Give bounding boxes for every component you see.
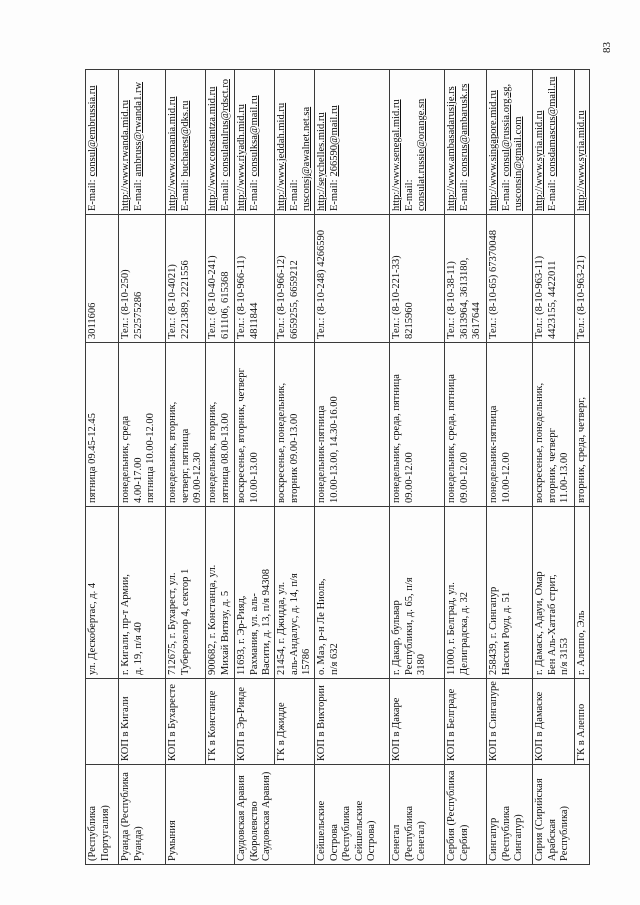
table-row: [206, 70, 235, 865]
address-cell: [166, 507, 206, 679]
contact-line: [87, 73, 100, 211]
office-cell: [119, 679, 166, 765]
email-label: E-mail:: [132, 179, 144, 211]
address-line: ул. Дескобертас, д. 4: [87, 582, 98, 675]
hours-line: 09.00-12.00: [458, 452, 470, 503]
phone-line: Тел.: (8-10-221-33): [391, 255, 402, 339]
email-link: ambruss@rwanda1.rw: [132, 81, 144, 177]
address-line: 712675, г. Бухарест, ул.: [167, 572, 178, 675]
website-link: http://www.jeddah.mid.ru: [276, 102, 287, 211]
country-line: Сербия): [458, 824, 470, 861]
phone-line: 3617644: [471, 302, 482, 339]
address-line: 11000, г. Белград, ул.: [446, 582, 457, 675]
phone-line: Тел.: (8-10-65) 67370048: [488, 230, 499, 339]
email-link: consrus@ambarusk.rs: [458, 83, 470, 177]
office-line: КОП в Виктории: [316, 685, 327, 761]
hours-line: понедельник, среда, пятница: [391, 374, 402, 503]
email-link: consul@russia.org.sg: [500, 86, 512, 177]
contact-line: [120, 73, 133, 211]
email-label: E-mail:: [546, 179, 558, 211]
hours-line: 11.00-13.00: [559, 452, 570, 503]
country-line: Румыния: [167, 820, 178, 861]
table-row: [166, 70, 206, 865]
phone-line: 252575286: [132, 291, 144, 339]
phone-line: 3011606: [87, 302, 98, 339]
phone-cell: [487, 215, 533, 343]
website-link: http://www.ambasadarusije.rs: [446, 86, 457, 211]
contact-line: [391, 73, 404, 211]
country-line: (Республика: [500, 805, 512, 861]
website-link: http://www.constantza.mid.ru: [207, 86, 218, 211]
address-cell: [575, 507, 590, 679]
hours-line: 4.00-17.00: [132, 457, 144, 503]
website-link: http://www.syria.mid.ru: [534, 110, 545, 211]
contact-line: [167, 73, 180, 211]
table-row: [275, 70, 315, 865]
hours-cell: [275, 343, 315, 507]
email-label: E-mail:: [248, 179, 260, 211]
country-cell: [390, 765, 445, 865]
contacts-cell: [390, 70, 445, 215]
country-line: Руанда): [132, 826, 144, 861]
consular-offices-table-wrapper: [85, 70, 590, 865]
hours-line: воскресенье, вторник, четверг: [236, 368, 247, 503]
contact-line: [180, 73, 193, 211]
address-cell: [390, 507, 445, 679]
email-label: E-mail:: [328, 179, 340, 211]
phone-line: 611106, 615368: [219, 271, 231, 339]
country-line: Португалия): [99, 805, 111, 861]
office-line: КОП в Сингапуре: [488, 681, 499, 761]
contacts-cell: [86, 70, 119, 215]
contact-line: [459, 73, 472, 211]
email-link: bucharest@dks.ru: [179, 100, 191, 177]
country-cell: [445, 765, 487, 865]
office-line: КОП в Эр-Рияде: [236, 686, 247, 761]
phone-line: Тел.: (8-10-963-21): [576, 255, 587, 339]
email-label: E-mail:: [179, 179, 191, 211]
hours-cell: [390, 343, 445, 507]
address-line: Васити, д. 13, п/я 94308: [261, 569, 272, 675]
hours-line: вторник, четверг: [546, 428, 558, 503]
website-link: http://www.syria.mid.ru: [576, 110, 587, 211]
table-row: [119, 70, 166, 865]
address-line: 258439, г. Сингапур: [488, 586, 499, 675]
country-cell: [487, 765, 533, 865]
office-cell: [390, 679, 445, 765]
contact-line: [207, 73, 220, 211]
address-line: г. Дамаск, Адауи, Омар: [534, 571, 545, 675]
contacts-cell: [166, 70, 206, 215]
phone-line: Тел.: (8-10-248) 4266590: [316, 230, 327, 339]
office-cell: [86, 679, 119, 765]
email-link: consulatulrus@rdsct.ro: [219, 79, 231, 177]
email-label: E-mail:: [500, 179, 512, 211]
contacts-cell: [119, 70, 166, 215]
phone-cell: [575, 215, 590, 343]
contacts-cell: [315, 70, 390, 215]
address-line: 21454, г. Джидда, ул.: [276, 581, 287, 675]
phone-line: 8215960: [403, 302, 415, 339]
office-line: ГК в Джидде: [276, 702, 287, 761]
hours-line: 10.00-13.00, 14.30-16.00: [328, 396, 340, 503]
office-line: КОП в Дакаре: [391, 697, 402, 761]
contacts-cell: [445, 70, 487, 215]
phone-line: 4811844: [248, 302, 260, 339]
table-row: [235, 70, 275, 865]
website-link: http://www.rwanda.mid.ru: [120, 99, 131, 211]
phone-cell: [275, 215, 315, 343]
phone-line: 3613964, 3613180,: [458, 257, 470, 339]
hours-line: пятница 09.45-12.45: [87, 413, 98, 503]
country-cell: [235, 765, 315, 865]
hours-line: воскресенье, понедельник,: [276, 382, 287, 503]
contact-line: [547, 73, 560, 211]
consular-offices-table: [85, 69, 590, 865]
address-line: 3180: [416, 654, 427, 675]
office-line: КОП в Белграде: [446, 688, 457, 761]
country-line: Сейшельские: [316, 800, 327, 861]
hours-cell: [206, 343, 235, 507]
phone-cell: [445, 215, 487, 343]
address-cell: [235, 507, 275, 679]
contacts-cell: [487, 70, 533, 215]
table-row: [315, 70, 390, 865]
office-line: КОП в Бухаресте: [167, 684, 178, 761]
address-line: Делиградска, д. 32: [458, 592, 470, 675]
office-cell: [206, 679, 235, 765]
hours-cell: [119, 343, 166, 507]
country-line: Сенегал): [416, 821, 427, 861]
phone-cell: [533, 215, 575, 343]
country-cell: [533, 765, 590, 865]
hours-line: понедельник, вторник,: [167, 401, 178, 503]
hours-cell: [533, 343, 575, 507]
hours-line: 10.00-12.00: [500, 452, 512, 503]
hours-line: понедельник, среда, пятница: [446, 374, 457, 503]
phone-cell: [206, 215, 235, 343]
office-line: КОП в Дамаске: [534, 691, 545, 761]
phone-line: Тел.: (8-10-966-12): [276, 255, 287, 339]
hours-cell: [445, 343, 487, 507]
contacts-cell: [575, 70, 590, 215]
country-line: Республика): [559, 805, 570, 861]
country-cell: [315, 765, 390, 865]
phone-cell: [166, 215, 206, 343]
country-line: Сирия (Сирийская: [534, 778, 545, 861]
country-line: Саудовская Аравия): [261, 771, 272, 861]
contact-line: [316, 73, 329, 211]
email-label: E-mail:: [87, 179, 98, 211]
office-cell: [575, 679, 590, 765]
country-line: Сингапур): [513, 814, 524, 861]
phone-cell: [390, 215, 445, 343]
hours-line: пятница 10.00-12.00: [145, 413, 156, 503]
hours-line: понедельник, среда: [120, 415, 131, 503]
address-line: 15786: [301, 648, 312, 675]
address-line: п/я 632: [328, 643, 340, 675]
contact-line: [513, 73, 526, 211]
address-cell: [206, 507, 235, 679]
phone-line: Тел.: (8-10-38-11): [446, 261, 457, 339]
address-line: Республики, д. 65, п/я: [403, 577, 415, 675]
hours-line: 10.00-13.00: [248, 452, 260, 503]
contacts-cell: [533, 70, 575, 215]
office-line: КОП в Кигали: [120, 696, 131, 761]
office-line: ГК в Алеппо: [576, 703, 587, 761]
phone-cell: [315, 215, 390, 343]
phone-line: Тел.: (8-10-250): [120, 269, 131, 339]
office-cell: [445, 679, 487, 765]
website-link: http://www.singapore.mid.ru: [488, 90, 499, 211]
contacts-cell: [235, 70, 275, 215]
contact-line: [404, 73, 417, 211]
email-link: consulat.russie@orange.sn: [416, 98, 427, 211]
phone-line: 2221389, 2221556: [179, 260, 191, 339]
email-link: consul@embrussia.ru: [87, 85, 98, 177]
website-link: http://www.senegal.mid.ru: [391, 99, 402, 211]
contact-line: [301, 73, 314, 211]
address-line: д. 19, п/я 40: [132, 622, 144, 675]
address-line: Рахмания, ул. аль-: [248, 593, 260, 675]
country-line: (Республика: [341, 805, 352, 861]
hours-line: вторник 09.00-13.00: [288, 413, 300, 503]
hours-line: вторник, среда, четверг,: [576, 396, 587, 503]
hours-cell: [575, 343, 590, 507]
hours-line: 09.00-12.30: [192, 452, 203, 503]
country-line: (Республика: [403, 805, 415, 861]
contact-line: [416, 73, 429, 211]
hours-cell: [86, 343, 119, 507]
country-line: (Республика: [87, 805, 98, 861]
office-cell: [275, 679, 315, 765]
contact-line: [220, 73, 233, 211]
phone-cell: [235, 215, 275, 343]
office-cell: [533, 679, 575, 765]
phone-cell: [86, 215, 119, 343]
country-line: Острова: [328, 824, 340, 861]
contacts-cell: [275, 70, 315, 215]
phone-line: Тел.: (8-10-40-241): [207, 255, 218, 339]
address-line: г. Кигали, пр-т Армии,: [120, 574, 131, 675]
address-line: о. Маэ, р-н Ле Ниоль,: [316, 578, 327, 675]
contact-line: [133, 73, 146, 211]
website-link: http://seychelles.mid.ru: [316, 112, 327, 211]
email-label: E-mail:: [288, 179, 300, 211]
phone-line: Тел.: (8-10-963-11): [534, 255, 545, 339]
website-link: http://www.romania.mid.ru: [167, 96, 178, 211]
country-line: Арабская: [546, 819, 558, 861]
address-line: г. Алеппо, Эль: [576, 610, 587, 675]
country-line: (Королевство: [248, 801, 260, 861]
office-cell: [166, 679, 206, 765]
hours-cell: [487, 343, 533, 507]
address-cell: [445, 507, 487, 679]
address-line: 11693, г. Эр-Рияд,: [236, 595, 247, 675]
email-link: rusconsj@awalnet.net.sa: [301, 106, 312, 211]
contact-line: [289, 73, 302, 211]
address-cell: [86, 507, 119, 679]
country-cell: [86, 765, 119, 865]
country-cell: [166, 765, 235, 865]
address-line: п/я 3153: [559, 638, 570, 675]
email-label: E-mail:: [219, 179, 231, 211]
page-number: 83: [601, 42, 613, 53]
email-link: 266590@mail.ru: [328, 105, 340, 177]
table-body: [86, 70, 590, 865]
email-link: consdamascus@mail.ru: [546, 76, 558, 177]
hours-cell: [315, 343, 390, 507]
hours-line: 09.00-12.00: [403, 452, 415, 503]
contact-line: [236, 73, 249, 211]
phone-line: 6659255, 6659212: [288, 260, 300, 339]
phone-line: Тел.: (8-10-4021): [167, 264, 178, 339]
address-line: Михай Витязу, д. 5: [219, 590, 231, 675]
address-cell: [315, 507, 390, 679]
hours-line: воскресенье, понедельник,: [534, 382, 545, 503]
contact-line: [329, 73, 342, 211]
address-line: Туберозелор 4, сектор 1: [179, 568, 191, 675]
address-cell: [533, 507, 575, 679]
address-cell: [119, 507, 166, 679]
address-line: Нассим Роуд, д. 51: [500, 591, 512, 675]
address-line: г. Дакар, бульвар: [391, 600, 402, 675]
table-row: [575, 70, 590, 865]
phone-cell: [119, 215, 166, 343]
hours-line: понедельник, вторник,: [207, 401, 218, 503]
country-line: Сенегал: [391, 824, 402, 861]
email-label: E-mail:: [458, 179, 470, 211]
contact-line: [488, 73, 501, 211]
email-link: consulksa@mail.ru: [248, 95, 260, 177]
hours-line: пятница 08.00-13.00: [219, 413, 231, 503]
country-line: Сербия (Республика: [446, 770, 457, 861]
hours-cell: [235, 343, 275, 507]
office-cell: [315, 679, 390, 765]
country-line: Сингапур: [488, 817, 499, 861]
hours-line: понедельник-пятница: [316, 405, 327, 503]
contact-line: [501, 73, 514, 211]
contact-line: [249, 73, 262, 211]
table-row: [390, 70, 445, 865]
table-row: [86, 70, 119, 865]
contact-line: [446, 73, 459, 211]
phone-line: 4423155, 4422011: [546, 260, 558, 339]
office-cell: [235, 679, 275, 765]
hours-line: понедельник-пятница: [488, 405, 499, 503]
contact-line: [534, 73, 547, 211]
hours-line: четверг, пятница: [179, 428, 191, 503]
office-cell: [487, 679, 533, 765]
phone-line: Тел.: (8-10-966-11): [236, 255, 247, 339]
address-cell: [275, 507, 315, 679]
country-line: Острова): [366, 820, 377, 861]
punctuation: ,: [500, 83, 512, 87]
country-cell: [119, 765, 166, 865]
table-row: [445, 70, 487, 865]
contacts-cell: [206, 70, 235, 215]
office-line: ГК в Констанце: [207, 690, 218, 761]
email-link: rusconsin@gmail.com: [513, 116, 524, 211]
address-line: 900682, г. Констанца, ул.: [207, 564, 218, 675]
table-row: [487, 70, 533, 865]
country-line: Сейшельские: [353, 800, 365, 861]
country-line: Саудовская Аравия: [236, 775, 247, 861]
contact-line: [276, 73, 289, 211]
email-label: E-mail:: [403, 179, 415, 211]
contact-line: [576, 73, 589, 211]
website-link: http://www.riyadh.mid.ru: [236, 104, 247, 211]
address-line: Бен Аль-Хаттаб стрит,: [546, 574, 558, 675]
table-row: [533, 70, 575, 865]
hours-cell: [166, 343, 206, 507]
address-line: аль-Андалус, д. 14, п/я: [288, 573, 300, 675]
address-cell: [487, 507, 533, 679]
country-line: Руанда (Республика: [120, 772, 131, 861]
